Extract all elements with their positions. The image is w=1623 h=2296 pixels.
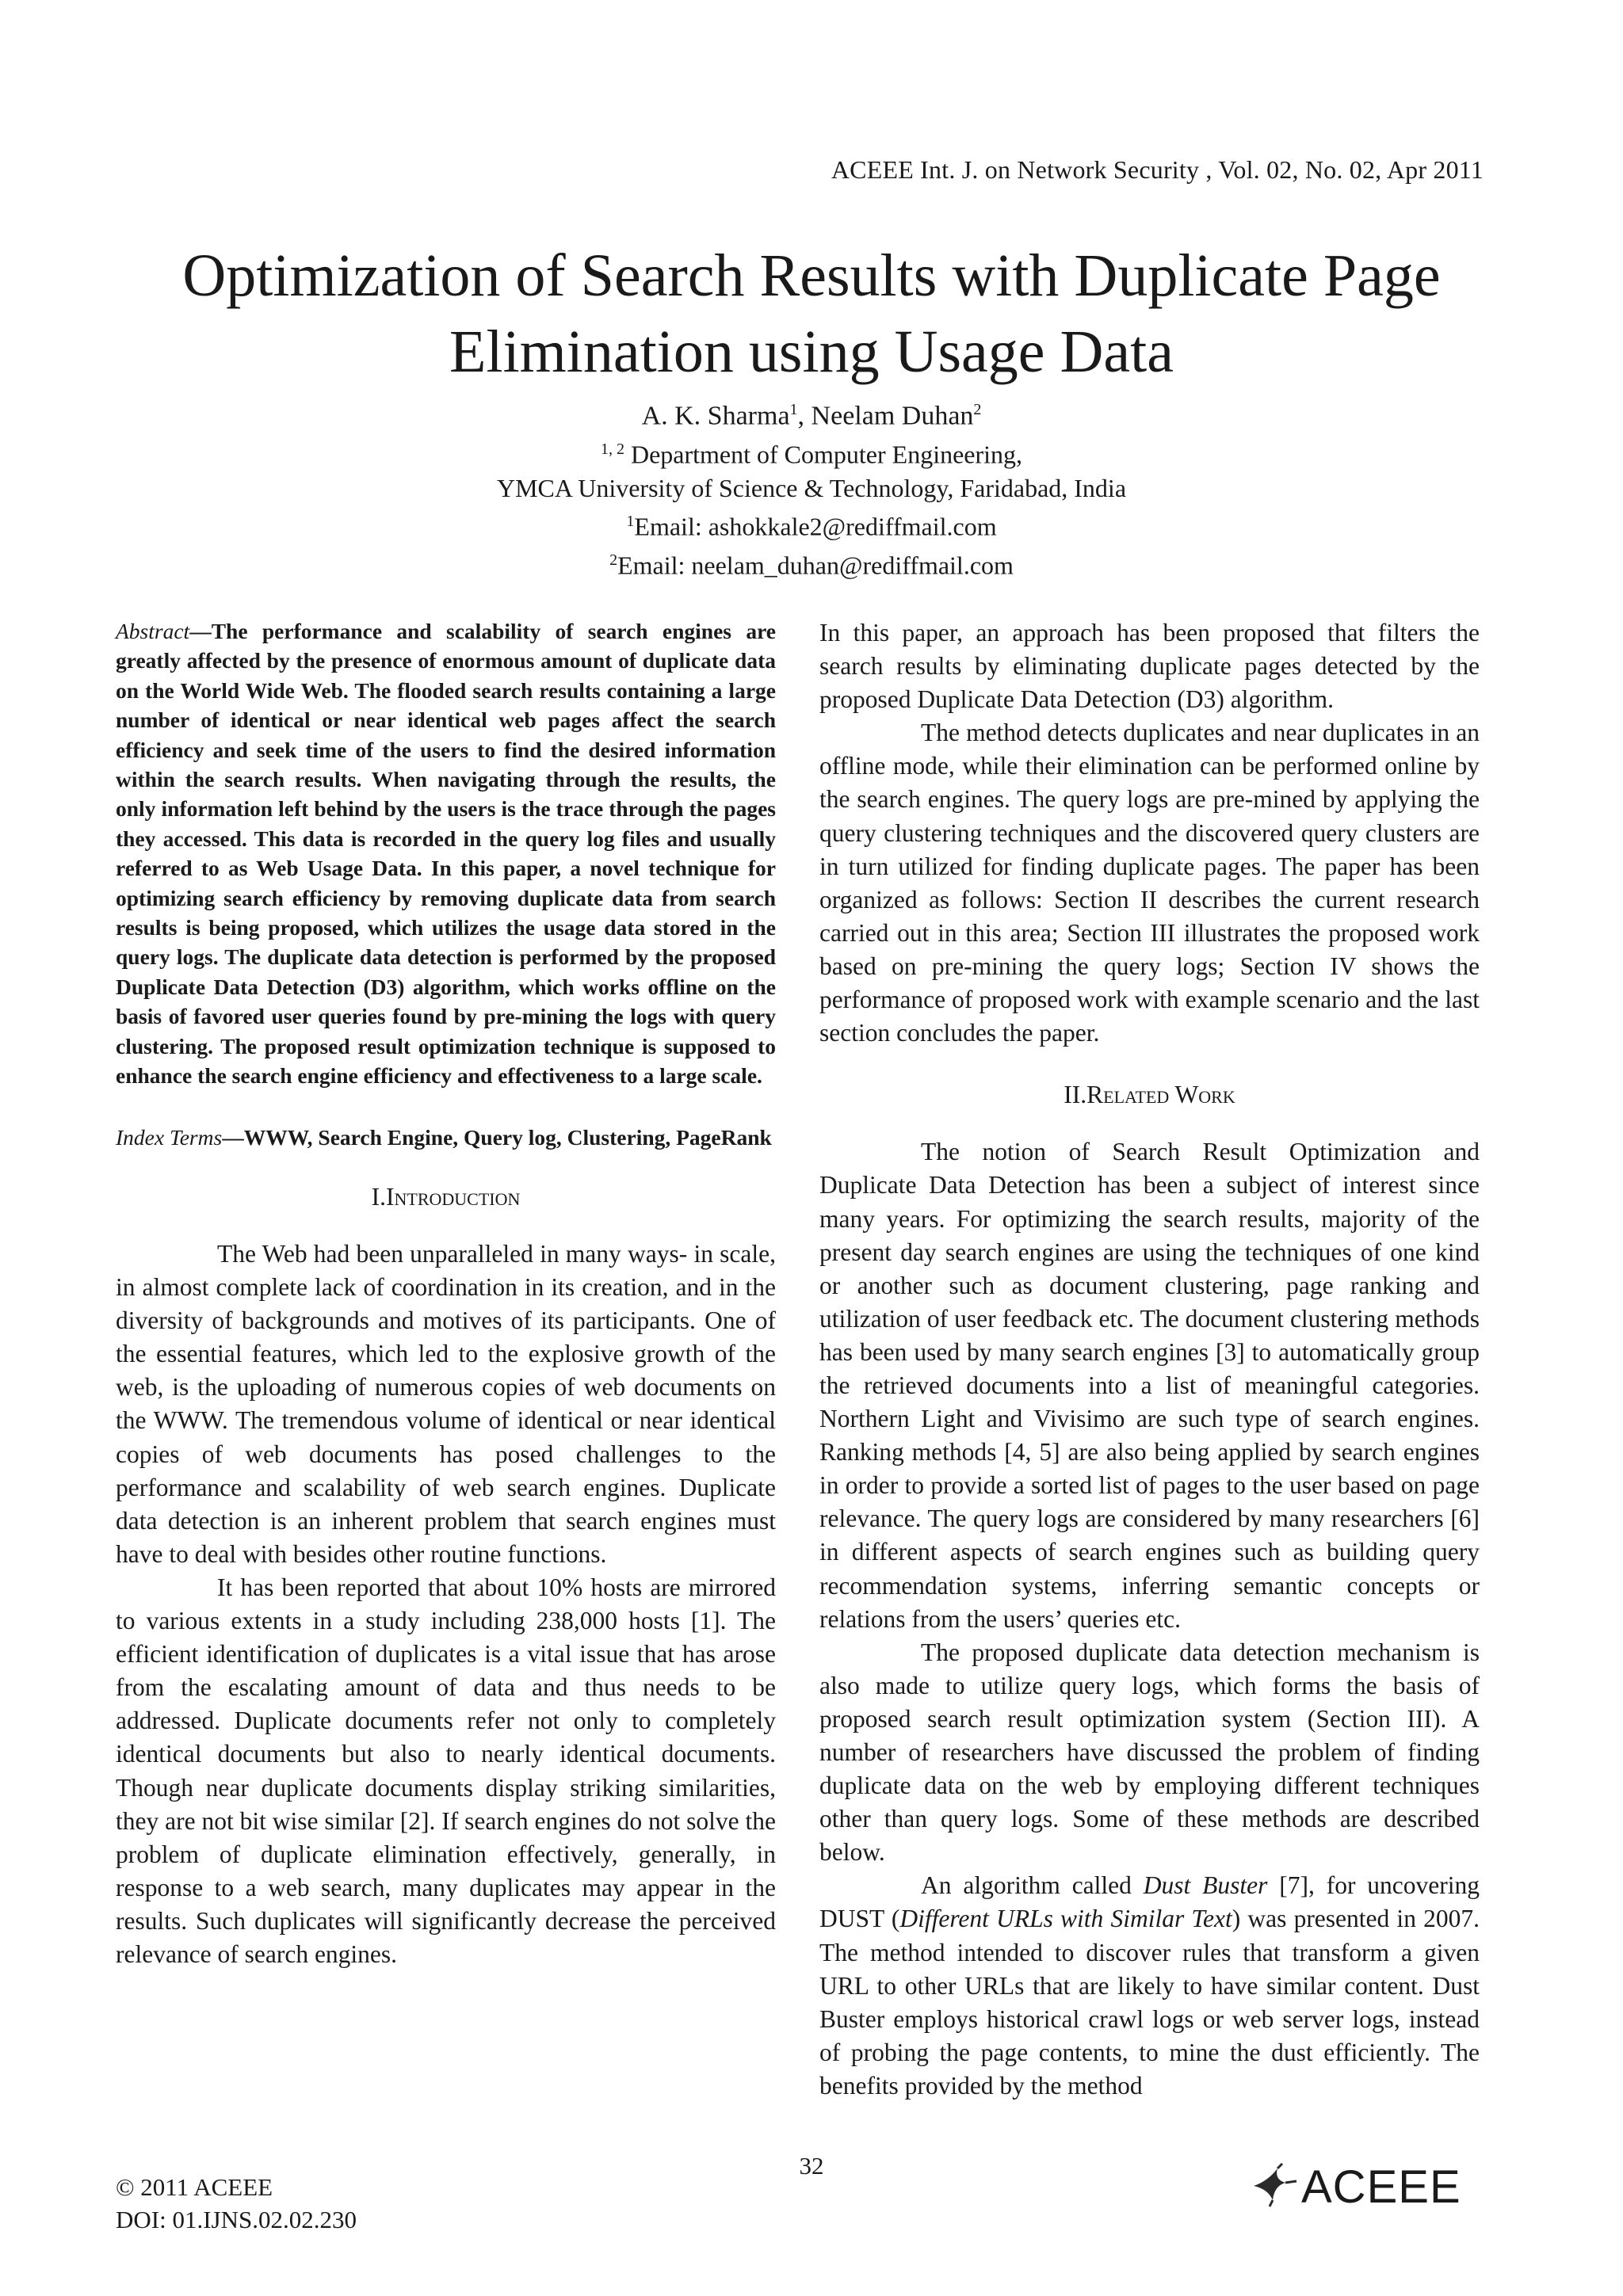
author-2: Neelam Duhan (811, 401, 974, 431)
index-terms-text: —WWW, Search Engine, Query log, Clustering, PageRank (222, 1124, 772, 1150)
email-2 (0, 543, 1623, 582)
page-number: 32 (799, 2152, 824, 2180)
intro-paragraph-2: It has been reported that about 10% hosts are mirrored to various extents in a study including 238,000 hosts [1]. The efficient identification of duplicates is a vital issue that has arose from the escalating amount of data and thus needs to be addressed. Duplicate documents refer not only to completely identical documents but also to nearly identical documents. Though near duplicate documents display striking similarities, they are not bit wise similar [2]. If search engines do not solve the problem of duplicate elimination effectively, generally, in response to a web search, many duplicates may appear in the results. Such duplicates will significantly decrease the perceived relevance of search engines. (116, 1573, 776, 1968)
aceee-logo (1251, 2161, 1461, 2214)
title-line-1: Optimization of Search Results with Duplicate Page (182, 242, 1441, 309)
aceee-star-logo-icon (1251, 2162, 1301, 2212)
related-p3-part-c: ) was presented in 2007. The method intended to discover rules that transform a given URL to other URLs that are likely to have similar content. Dust Buster employs historical crawl logs or web server logs, instead of probing the page contents, to mine the dust efficiently. The benefits provided by the method (819, 1905, 1480, 2100)
department-text: Department of Computer Engineering, (624, 440, 1023, 469)
intro-heading-text: Introduction (386, 1182, 521, 1211)
paper-title (0, 238, 1623, 390)
related-paragraph-2: The proposed duplicate data detection mechanism is also made to utilize query logs, which forms the basis of proposed search result optimization system (Section III). A number of researchers have discussed the problem of finding duplicate data on the web by employing different techniques other than query logs. Some of these methods are described below. (819, 1638, 1480, 1867)
section-heading-related-work (819, 1078, 1480, 1112)
abstract-lead: Abstract (116, 619, 190, 643)
related-p3-emphasis-2: Different URLs with Similar Text (899, 1905, 1232, 1933)
affiliation-department (0, 433, 1623, 471)
related-heading-text: Related Work (1086, 1081, 1235, 1109)
section-heading-introduction (116, 1180, 776, 1214)
footer-copyright: © 2011 ACEEE (116, 2173, 273, 2201)
email-1-sup: 1 (626, 512, 635, 530)
right-paragraph-2: The method detects duplicates and near duplicates in an offline mode, while their elimination can be performed online by the search engines. The query logs are pre-mined by applying the query clustering techniques and the discovered query clusters are in turn utilized for finding duplicate pages. The paper has been organized as follows: Section II describes the current research carried out in this area; Section III illustrates the proposed work based on pre-mining the query logs; Section IV shows the performance of proposed work with example scenario and the last section concludes the paper. (819, 719, 1480, 1047)
index-terms (116, 1123, 776, 1152)
footer-doi: DOI: 01.IJNS.02.02.230 (116, 2206, 357, 2233)
right-paragraph-1: In this paper, an approach has been proposed that filters the search results by eliminating duplicate pages detected by the proposed Duplicate Data Detection (D3) algorithm. (819, 619, 1480, 714)
right-column (819, 616, 1480, 2103)
email-1-text: Email: ashokkale2@rediffmail.com (634, 512, 997, 541)
related-p3-part-b: [7], for uncovering DUST ( (819, 1871, 1480, 1933)
author-1: A. K. Sharma (641, 401, 790, 431)
footer-left (116, 2171, 357, 2236)
related-p3-part-a: An algorithm called (921, 1871, 1144, 1900)
email-1 (0, 505, 1623, 543)
index-terms-lead: Index Terms (116, 1124, 223, 1150)
email-2-text: Email: neelam_duhan@rediffmail.com (617, 551, 1014, 580)
related-paragraph-1: The notion of Search Result Optimization and Duplicate Data Detection has been a subject of interest since many years. For optimizing the search results, majority of the present day search engines are using the techniques of one kind or another such as document clustering, page ranking and utilization of user feedback etc. The document clustering methods has been used by many search engines [3] to automatically group the retrieved documents into a list of meaningful categories. Northern Light and Vivisimo are such type of search engines. Ranking methods [4, 5] are also being applied by search engines in order to provide a sorted list of pages to the user based on page relevance. The query logs are considered by many researchers [6] in different aspects of search engines such as building query recommendation systems, inferring semantic concepts or relations from the users’ queries etc. (819, 1138, 1480, 1633)
affiliation-sup: 1, 2 (600, 441, 624, 459)
author-separator: , (797, 401, 812, 431)
intro-paragraph-1: The Web had been unparalleled in many ways- in scale, in almost complete lack of coordination in its creation, and in the diversity of backgrounds and motives of its participants. One of the essential features, which led to the explosive growth of the web, is the uploading of numerous copies of web documents on the WWW. The tremendous volume of identical or near identical copies of web documents has posed challenges to the performance and scalability of web search engines. Duplicate data detection is an inherent problem that search engines must have to deal with besides other routine functions. (116, 1240, 776, 1568)
abstract-text: —The performance and scalability of search engines are greatly affected by the presence of enormous amount of duplicate data on the World Wide Web. The flooded search results containing a large number of identical or near identical web pages affect the search efficiency and seek time of the users to find the desired information within the search results. When navigating through the results, the only information left behind by the users is the trace through the pages they accessed. This data is recorded in the query log files and usually referred to as Web Usage Data. In this paper, a novel technique for optimizing search efficiency by removing duplicate data from search results is being proposed, which utilizes the usage data stored in the query logs. The duplicate data detection is performed by the proposed Duplicate Data Detection (D3) algorithm, which works offline on the basis of favored user queries found by pre-mining the logs with query clustering. The proposed result optimization technique is supposed to enhance the search engine efficiency and effectiveness to a large scale. (116, 619, 776, 1089)
authors-block (0, 393, 1623, 582)
affiliation-university: YMCA University of Science & Technology, Faridabad, India (496, 473, 1127, 502)
email-2-sup: 2 (609, 551, 618, 569)
related-p3-emphasis-1: Dust Buster (1143, 1871, 1268, 1900)
intro-heading-num: I. (371, 1182, 386, 1211)
title-line-2: Elimination using Usage Data (449, 318, 1174, 385)
related-paragraph-3 (819, 1869, 1480, 2103)
journal-header: ACEEE Int. J. on Network Security , Vol. 02, No. 02, Apr 2011 (831, 155, 1484, 184)
left-column (116, 616, 776, 1971)
related-heading-num: II. (1064, 1081, 1087, 1109)
abstract (116, 616, 776, 1091)
author-1-sup: 1 (789, 401, 798, 418)
author-2-sup: 2 (973, 401, 982, 418)
author-list (0, 393, 1623, 433)
aceee-logo-text: ACEEE (1301, 2161, 1461, 2213)
